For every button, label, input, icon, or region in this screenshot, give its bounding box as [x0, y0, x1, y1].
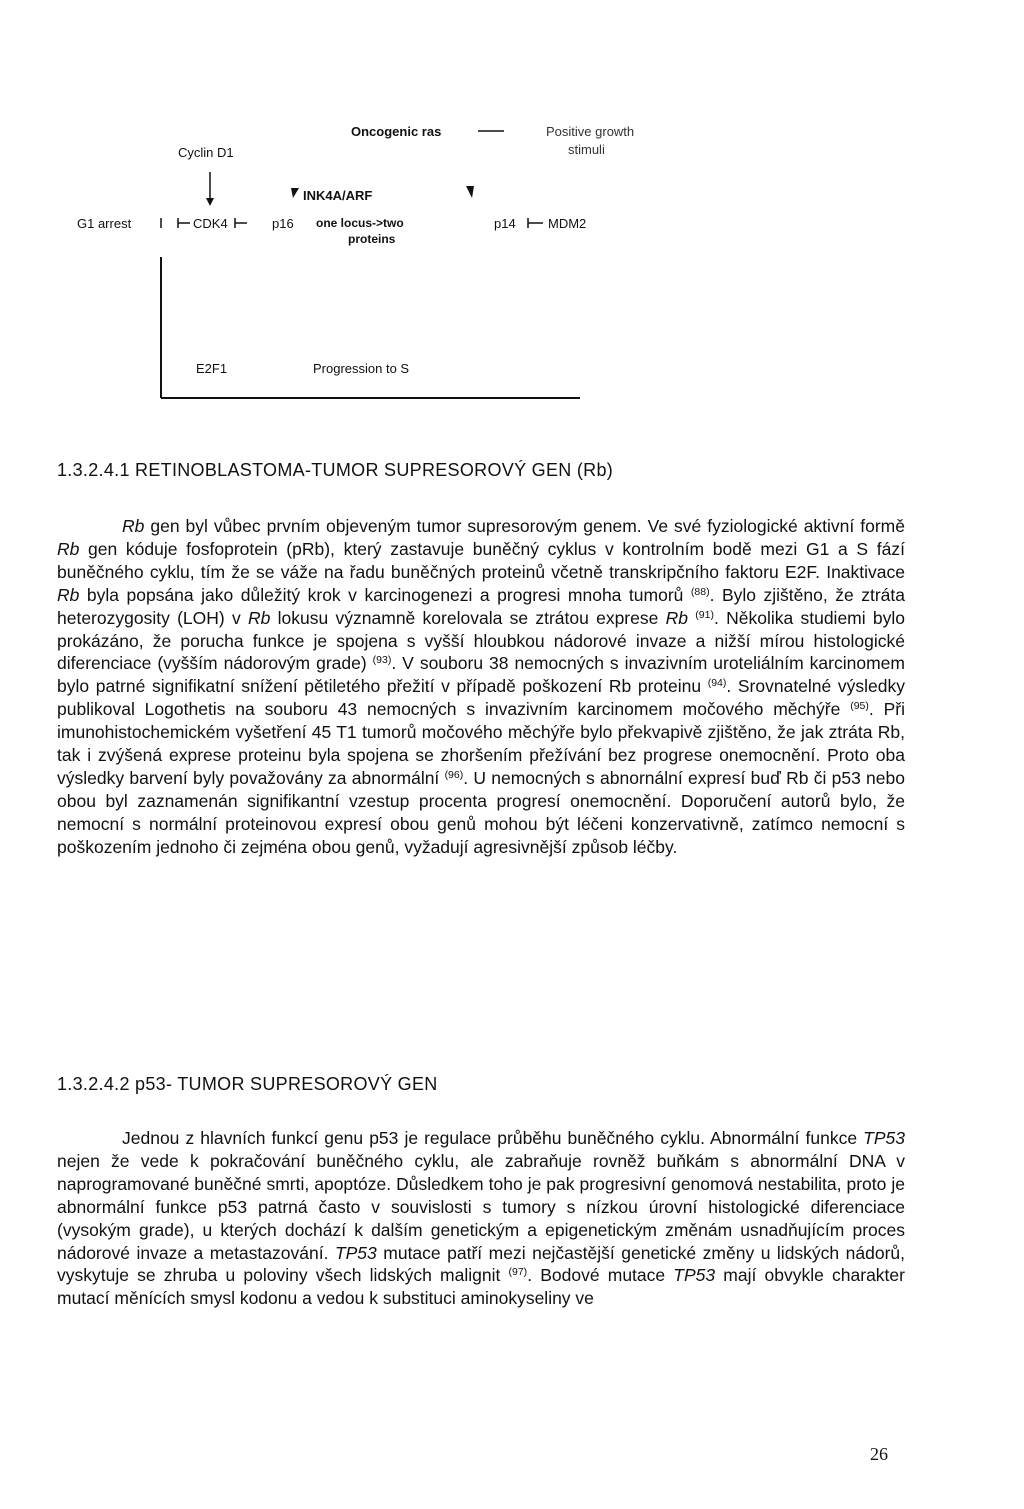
paragraph-rb: Rb gen byl vůbec prvním objeveným tumor supresorovým genem. Ve své fyziologické aktivní formě Rb gen kóduje fosfoprotein (pRb), který zastavuje buněčný cyklus v kontrolním bodě mezi G1 a S fází buněčného cyklu, tím že se váže na řadu buněčných proteinů včetně transkripčního faktoru E2F. Inaktivace Rb byla popsána jako důležitý krok v karcinogenezi a progresi mnoha tumorů $^{(88)}$. Bylo zjištěno, že ztráta heterozygosity (LOH) v Rb lokusu významně korelovala se ztrátou exprese Rb $^{(91)}$. Několika studiemi bylo prokázáno, že porucha funkce je spojena s vyšší hloubkou nádorové invaze a nižší mírou histologické diferenciace (vyšším nádorovým grade) $^{(93)}$. V souboru 38 nemocných s invazivním uroteliálním karcinomem bylo patrné signifikatní snížení pětiletého přežití v případě poškození Rb proteinu $^{(94)}$. Srovnatelné výsledky publikoval Logothetis na souboru 43 nemocných s invazivním karcinomem močového měchýře $^{(95)}$. Při imunohistochemickém vyšetření 45 T1 tumorů močového měchýře bylo překvapivě zjištěno, že jak ztráta Rb, tak i zvýšená exprese proteinu byla spojena se zhoršením přežívání bez progrese onemocnění. Proto oba výsledky barvení byly považovány za abnormální $^{(96)}$. U nemocných s abnornální expresí buď Rb či p53 nebo obou byl zaznamenán signifikantní vzestup procenta progresí onemocnění. Doporučení autorů bylo, že nemocní s normální proteinovou expresí obou genů mohou být léčeni konzervativně, zatímco nemocní s poškozením jednoho či zejména obou genů, vyžadují agresivnější způsob léčby.: [57, 516, 906, 857]
cell-cycle-diagram: [0, 0, 1024, 420]
paragraph-p53: Jednou z hlavních funkcí genu p53 je regulace průběhu buněčného cyklu. Abnormální funkce TP53 nejen že vede k pokračování buněčného cyklu, ale zabraňuje rovněž buňkám s abnormální DNA v naprogramované buněčné smrti, apoptóze. Důsledkem toho je pak progresivní genomová nestabilita, proto je abnormální funkce p53 patrná často v souvislosti s tumory s nízkou úrovní histologické diferenciace (vysokým grade), u kterých dochází k dalším genetickým a epigenetickým změnám usnadňujícím proces nádorové invaze a metastazování. TP53 mutace patří mezi nejčastější genetické změny u lidských nádorů, vyskytuje se zhruba u poloviny všech lidských malignit $^{(97)}$. Bodové mutace TP53 mají obvykle charakter mutací měnících smysl kodonu a vedou k substituci aminokyseliny ve: [57, 1128, 905, 1309]
reference: (88): [690, 585, 710, 598]
gene-rb: Rb: [122, 516, 145, 536]
page-number: 26: [870, 1444, 888, 1464]
reference: (91): [695, 608, 714, 621]
section-heading-p53: 1.3.2.4.2 p53- TUMOR SUPRESOROVÝ GEN: [57, 1074, 438, 1094]
diagram-lines: [0, 0, 1024, 420]
reference: (94): [707, 677, 727, 690]
cyclin-arrow-head: [206, 198, 214, 206]
reference: (96): [444, 768, 464, 781]
stimuli-label: stimuli: [568, 142, 605, 157]
reference: (95): [850, 700, 869, 713]
e2f1-label: E2F1: [196, 361, 228, 376]
mdm2-label: MDM2: [548, 216, 587, 231]
section-heading-rb: 1.3.2.4.1 RETINOBLASTOMA-TUMOR SUPRESOROVÝ GEN (Rb): [57, 460, 614, 480]
oncogenic-ras-label: Oncogenic ras: [351, 124, 442, 139]
cdk4-label: CDK4: [193, 216, 228, 231]
reference: (97): [508, 1266, 528, 1279]
ink4a-arf-label: INK4A/ARF: [303, 188, 373, 203]
positive-growth-label: Positive growth: [546, 124, 635, 139]
g1-arrest-label: G1 arrest: [77, 216, 132, 231]
right-arrow-head: [466, 186, 474, 198]
proteins-label: proteins: [348, 232, 396, 246]
cyclin-label: Cyclin D1: [178, 145, 234, 160]
progression-label: Progression to S: [313, 361, 410, 376]
p16-label: p16: [272, 216, 294, 231]
locus-label: one locus->two: [316, 216, 404, 230]
p14-label: p14: [494, 216, 516, 231]
left-arrow-head: [291, 188, 299, 198]
reference: (93): [372, 654, 392, 667]
gene-tp53: TP53: [863, 1128, 905, 1148]
